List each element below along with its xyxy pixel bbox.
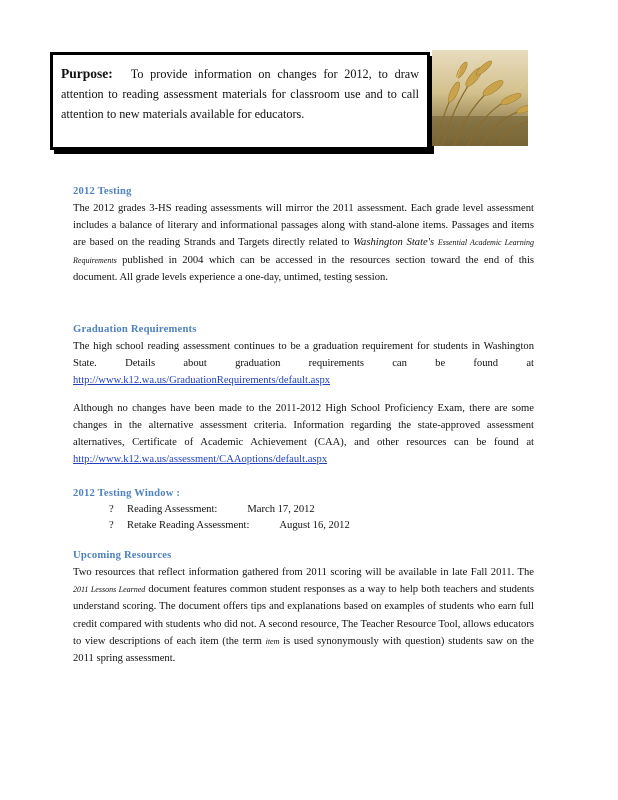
testing-text-2: published in 2004 which can be accessed in the resources section toward the end of this document. All grade levels experience a one-day, untimed, testing session.	[73, 254, 535, 283]
resources-text-1: Two resources that reflect information gathered from 2011 scoring will be available in late Fall 2011. The	[73, 567, 534, 578]
window-item-label: Retake Reading Assessment:	[127, 519, 250, 531]
testing-heading: 2012 Testing	[73, 186, 132, 197]
testing-section	[73, 183, 534, 286]
list-item	[109, 502, 534, 518]
resources-text-2: document features common student responses as a way to help both teachers and students understand scoring. The document offers tips and explanations based on examples of students who earn full credit compared with students who did not. A second resource, The Teacher Resource Tool, allows educators to view descriptions of each item (the term	[73, 584, 534, 647]
graduation-text-2: Although no changes have been made to the 2011-2012 High School Proficiency Exam, there are some changes in the alternative assessment criteria. Information regarding the state-approved assessment alternatives, Certificate of Academic Achievement (CAA), and other resources can be found at	[73, 402, 534, 449]
lessons-learned-title: 2011 Lessons Learned	[73, 585, 146, 595]
wheat-field-photo	[432, 50, 528, 146]
graduation-para-2	[73, 400, 534, 469]
list-item	[109, 518, 534, 534]
testing-body	[73, 200, 534, 286]
testing-window-heading: 2012 Testing Window :	[73, 488, 181, 499]
purpose-box	[50, 52, 430, 150]
window-item-label: Reading Assessment:	[127, 504, 218, 515]
graduation-text-1: The high school reading assessment continues to be a graduation requirement for students in Washington State. Details about graduation requirements can be found at	[73, 341, 534, 370]
graduation-heading: Graduation Requirements	[73, 324, 197, 335]
graduation-para-1	[73, 338, 534, 390]
window-item-date: August 16, 2012	[279, 519, 350, 531]
window-item-date: March 17, 2012	[247, 504, 315, 515]
wheat-field-icon	[432, 50, 528, 146]
resources-body	[73, 564, 534, 667]
testing-window-section	[73, 485, 534, 534]
testing-window-list	[73, 502, 534, 534]
resources-section	[73, 547, 534, 667]
caa-options-link[interactable]: http://www.k12.wa.us/assessment/CAAoptions/default.aspx	[73, 454, 328, 466]
bullet-mark: ?	[109, 519, 114, 531]
testing-text-1: The 2012 grades 3-HS reading assessments will mirror the 2011 assessment. Each grade level assessment includes a balance of literary and informational passages along with stand-alone items. Passages and items are based on the reading Strands and Targets directly related to	[73, 203, 534, 249]
graduation-section	[73, 321, 534, 468]
purpose-text: To provide information on changes for 2012, to draw attention to reading assessment materials for classroom use and to call attention to new materials available for educators.	[61, 67, 419, 121]
ealr-title: Essential Academic Learning Requirements	[73, 238, 534, 265]
purpose-label: Purpose:	[61, 66, 113, 81]
bullet-mark: ?	[109, 504, 114, 515]
resources-heading: Upcoming Resources	[73, 550, 172, 561]
washington-state-text: Washington State's	[353, 237, 435, 249]
item-term: item	[265, 636, 280, 646]
graduation-requirements-link[interactable]: http://www.k12.wa.us/GraduationRequirements/default.aspx	[73, 375, 331, 387]
resources-text-3: is used synonymously with question) students saw on the 2011 spring assessment.	[73, 635, 534, 665]
